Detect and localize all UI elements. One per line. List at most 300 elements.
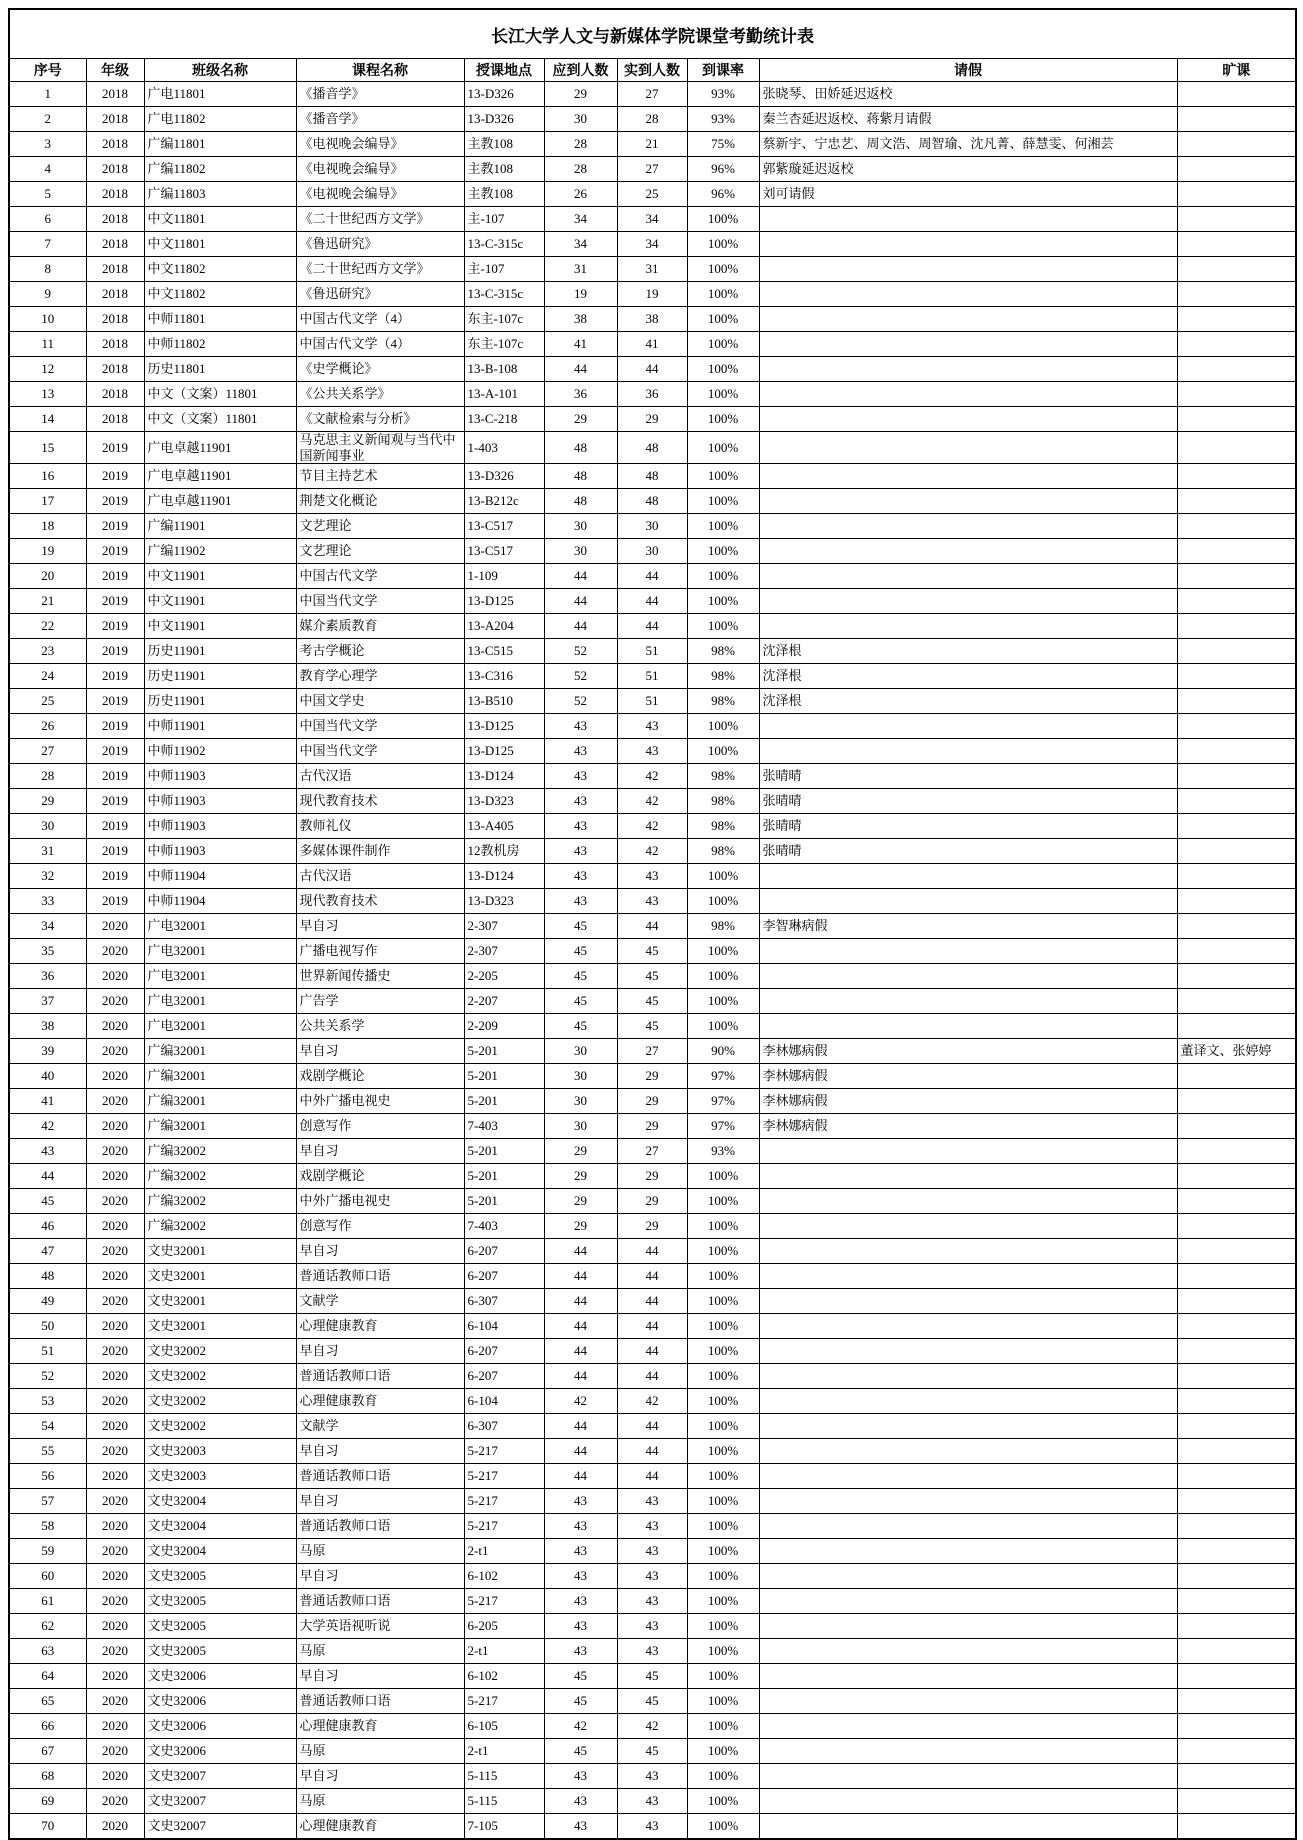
cell-absent — [1177, 1164, 1296, 1189]
cell-attendance-rate: 100% — [687, 282, 759, 307]
cell-attendance-rate: 100% — [687, 1739, 759, 1764]
table-row — [9, 1664, 1296, 1689]
cell-grade: 2020 — [86, 1064, 144, 1089]
cell-course-name: 马原 — [296, 1789, 464, 1814]
cell-course-name: 多媒体课件制作 — [296, 839, 464, 864]
cell-attendance-rate: 100% — [687, 1439, 759, 1464]
cell-course-name: 马原 — [296, 1639, 464, 1664]
cell-location: 5-201 — [464, 1089, 544, 1114]
cell-course-name: 现代教育技术 — [296, 789, 464, 814]
cell-absent — [1177, 207, 1296, 232]
cell-leave — [759, 1614, 1177, 1639]
cell-absent — [1177, 307, 1296, 332]
cell-course-name: 普通话教师口语 — [296, 1364, 464, 1389]
cell-grade: 2020 — [86, 939, 144, 964]
cell-grade: 2020 — [86, 1589, 144, 1614]
cell-index: 38 — [9, 1014, 86, 1039]
cell-location: 5-115 — [464, 1789, 544, 1814]
cell-course-name: 中国当代文学 — [296, 714, 464, 739]
cell-grade: 2020 — [86, 1364, 144, 1389]
table-row — [9, 232, 1296, 257]
cell-attendance-rate: 97% — [687, 1089, 759, 1114]
cell-class-name: 文史32005 — [144, 1589, 296, 1614]
cell-course-name: 普通话教师口语 — [296, 1589, 464, 1614]
cell-location: 13-A-101 — [464, 382, 544, 407]
column-header-leave: 请假 — [759, 59, 1177, 82]
table-row — [9, 1014, 1296, 1039]
cell-actual-count: 42 — [617, 839, 687, 864]
cell-location: 6-207 — [464, 1339, 544, 1364]
cell-actual-count: 43 — [617, 1514, 687, 1539]
cell-actual-count: 43 — [617, 1564, 687, 1589]
cell-leave — [759, 1714, 1177, 1739]
cell-attendance-rate: 100% — [687, 1239, 759, 1264]
cell-actual-count: 29 — [617, 1164, 687, 1189]
cell-index: 46 — [9, 1214, 86, 1239]
cell-index: 24 — [9, 664, 86, 689]
cell-expected-count: 28 — [544, 132, 617, 157]
cell-location: 5-217 — [464, 1589, 544, 1614]
cell-class-name: 文史32004 — [144, 1489, 296, 1514]
cell-class-name: 广电32001 — [144, 1014, 296, 1039]
cell-index: 3 — [9, 132, 86, 157]
cell-grade: 2019 — [86, 789, 144, 814]
cell-actual-count: 27 — [617, 1039, 687, 1064]
cell-grade: 2019 — [86, 814, 144, 839]
cell-absent — [1177, 1214, 1296, 1239]
table-row — [9, 157, 1296, 182]
cell-leave — [759, 357, 1177, 382]
cell-course-name: 现代教育技术 — [296, 889, 464, 914]
cell-index: 53 — [9, 1389, 86, 1414]
cell-leave — [759, 464, 1177, 489]
cell-class-name: 广编32001 — [144, 1089, 296, 1114]
cell-index: 13 — [9, 382, 86, 407]
cell-grade: 2018 — [86, 232, 144, 257]
cell-index: 12 — [9, 357, 86, 382]
cell-class-name: 中文11901 — [144, 564, 296, 589]
cell-index: 29 — [9, 789, 86, 814]
cell-course-name: 文艺理论 — [296, 539, 464, 564]
cell-absent: 董译文、张婷婷 — [1177, 1039, 1296, 1064]
cell-index: 22 — [9, 614, 86, 639]
cell-course-name: 《文献检索与分析》 — [296, 407, 464, 432]
cell-attendance-rate: 100% — [687, 939, 759, 964]
cell-leave — [759, 489, 1177, 514]
cell-expected-count: 43 — [544, 764, 617, 789]
cell-attendance-rate: 93% — [687, 82, 759, 107]
cell-course-name: 早自习 — [296, 1139, 464, 1164]
cell-course-name: 马克思主义新闻观与当代中国新闻事业 — [296, 432, 464, 464]
cell-course-name: 普通话教师口语 — [296, 1514, 464, 1539]
cell-grade: 2019 — [86, 539, 144, 564]
table-row — [9, 1564, 1296, 1589]
cell-actual-count: 51 — [617, 689, 687, 714]
cell-location: 5-115 — [464, 1764, 544, 1789]
cell-grade: 2019 — [86, 589, 144, 614]
cell-class-name: 广电卓越11901 — [144, 489, 296, 514]
cell-grade: 2020 — [86, 964, 144, 989]
cell-class-name: 文史32006 — [144, 1739, 296, 1764]
cell-leave — [759, 539, 1177, 564]
cell-actual-count: 29 — [617, 1189, 687, 1214]
table-row — [9, 1739, 1296, 1764]
cell-absent — [1177, 1514, 1296, 1539]
cell-course-name: 中国古代文学（4） — [296, 307, 464, 332]
table-row — [9, 1239, 1296, 1264]
cell-course-name: 心理健康教育 — [296, 1714, 464, 1739]
cell-expected-count: 44 — [544, 1364, 617, 1389]
cell-leave — [759, 739, 1177, 764]
cell-actual-count: 29 — [617, 1089, 687, 1114]
cell-location: 13-C517 — [464, 514, 544, 539]
cell-actual-count: 43 — [617, 1639, 687, 1664]
cell-class-name: 文史32002 — [144, 1339, 296, 1364]
cell-absent — [1177, 889, 1296, 914]
cell-course-name: 公共关系学 — [296, 1014, 464, 1039]
cell-grade: 2018 — [86, 332, 144, 357]
cell-grade: 2019 — [86, 614, 144, 639]
cell-grade: 2018 — [86, 407, 144, 432]
cell-grade: 2020 — [86, 1814, 144, 1840]
cell-course-name: 广告学 — [296, 989, 464, 1014]
cell-expected-count: 30 — [544, 1039, 617, 1064]
attendance-report-page — [0, 8, 1303, 1834]
cell-location: 12教机房 — [464, 839, 544, 864]
cell-absent — [1177, 1414, 1296, 1439]
cell-leave — [759, 1389, 1177, 1414]
cell-index: 50 — [9, 1314, 86, 1339]
cell-index: 19 — [9, 539, 86, 564]
cell-class-name: 文史32006 — [144, 1714, 296, 1739]
cell-actual-count: 34 — [617, 207, 687, 232]
cell-expected-count: 44 — [544, 614, 617, 639]
cell-location: 5-217 — [464, 1439, 544, 1464]
cell-grade: 2020 — [86, 1339, 144, 1364]
cell-location: 6-104 — [464, 1389, 544, 1414]
cell-location: 6-207 — [464, 1364, 544, 1389]
cell-actual-count: 48 — [617, 489, 687, 514]
cell-absent — [1177, 1589, 1296, 1614]
table-row — [9, 1789, 1296, 1814]
cell-attendance-rate: 100% — [687, 257, 759, 282]
cell-leave — [759, 1564, 1177, 1589]
cell-index: 27 — [9, 739, 86, 764]
cell-grade: 2018 — [86, 157, 144, 182]
cell-leave — [759, 889, 1177, 914]
cell-grade: 2020 — [86, 1789, 144, 1814]
cell-absent — [1177, 1289, 1296, 1314]
cell-index: 66 — [9, 1714, 86, 1739]
table-row — [9, 1489, 1296, 1514]
cell-actual-count: 45 — [617, 1739, 687, 1764]
cell-attendance-rate: 96% — [687, 182, 759, 207]
column-header-expected-count: 应到人数 — [544, 59, 617, 82]
cell-index: 64 — [9, 1664, 86, 1689]
cell-class-name: 广电11802 — [144, 107, 296, 132]
cell-leave — [759, 1214, 1177, 1239]
cell-leave: 张晴晴 — [759, 814, 1177, 839]
cell-actual-count: 30 — [617, 514, 687, 539]
cell-leave: 郭紫璇延迟返校 — [759, 157, 1177, 182]
cell-expected-count: 43 — [544, 714, 617, 739]
cell-expected-count: 44 — [544, 357, 617, 382]
cell-attendance-rate: 100% — [687, 1264, 759, 1289]
cell-class-name: 中师11901 — [144, 714, 296, 739]
cell-expected-count: 29 — [544, 407, 617, 432]
cell-course-name: 创意写作 — [296, 1214, 464, 1239]
cell-attendance-rate: 100% — [687, 564, 759, 589]
cell-actual-count: 45 — [617, 1014, 687, 1039]
table-row — [9, 464, 1296, 489]
cell-course-name: 早自习 — [296, 1039, 464, 1064]
cell-location: 5-217 — [464, 1689, 544, 1714]
cell-actual-count: 44 — [617, 614, 687, 639]
cell-actual-count: 44 — [617, 1314, 687, 1339]
cell-index: 60 — [9, 1564, 86, 1589]
cell-attendance-rate: 100% — [687, 1214, 759, 1239]
cell-leave — [759, 257, 1177, 282]
cell-grade: 2020 — [86, 1464, 144, 1489]
cell-index: 37 — [9, 989, 86, 1014]
cell-class-name: 文史32001 — [144, 1314, 296, 1339]
cell-location: 7-105 — [464, 1814, 544, 1840]
cell-leave — [759, 1414, 1177, 1439]
cell-grade: 2020 — [86, 1714, 144, 1739]
cell-class-name: 文史32005 — [144, 1614, 296, 1639]
cell-attendance-rate: 100% — [687, 1489, 759, 1514]
cell-absent — [1177, 1739, 1296, 1764]
cell-absent — [1177, 1814, 1296, 1840]
cell-course-name: 马原 — [296, 1539, 464, 1564]
cell-absent — [1177, 1489, 1296, 1514]
cell-class-name: 广编32002 — [144, 1214, 296, 1239]
cell-location: 5-217 — [464, 1489, 544, 1514]
cell-attendance-rate: 100% — [687, 1014, 759, 1039]
cell-location: 2-307 — [464, 914, 544, 939]
cell-class-name: 文史32002 — [144, 1389, 296, 1414]
cell-expected-count: 42 — [544, 1714, 617, 1739]
cell-leave: 刘可请假 — [759, 182, 1177, 207]
cell-course-name: 马原 — [296, 1739, 464, 1764]
cell-course-name: 普通话教师口语 — [296, 1689, 464, 1714]
cell-attendance-rate: 100% — [687, 1314, 759, 1339]
table-row — [9, 332, 1296, 357]
cell-course-name: 教师礼仪 — [296, 814, 464, 839]
cell-leave — [759, 514, 1177, 539]
cell-actual-count: 44 — [617, 564, 687, 589]
cell-course-name: 心理健康教育 — [296, 1389, 464, 1414]
cell-leave — [759, 1239, 1177, 1264]
cell-index: 45 — [9, 1189, 86, 1214]
cell-expected-count: 31 — [544, 257, 617, 282]
cell-grade: 2019 — [86, 664, 144, 689]
cell-index: 21 — [9, 589, 86, 614]
cell-course-name: 《鲁迅研究》 — [296, 232, 464, 257]
cell-leave: 李林娜病假 — [759, 1114, 1177, 1139]
cell-expected-count: 28 — [544, 157, 617, 182]
cell-grade: 2019 — [86, 514, 144, 539]
column-header-location: 授课地点 — [464, 59, 544, 82]
cell-actual-count: 44 — [617, 1439, 687, 1464]
cell-expected-count: 34 — [544, 232, 617, 257]
cell-expected-count: 43 — [544, 1564, 617, 1589]
cell-expected-count: 48 — [544, 464, 617, 489]
cell-grade: 2019 — [86, 639, 144, 664]
cell-attendance-rate: 100% — [687, 539, 759, 564]
cell-location: 6-105 — [464, 1714, 544, 1739]
cell-expected-count: 43 — [544, 1589, 617, 1614]
cell-absent — [1177, 1189, 1296, 1214]
cell-absent — [1177, 1439, 1296, 1464]
cell-class-name: 广编11901 — [144, 514, 296, 539]
cell-grade: 2020 — [86, 1164, 144, 1189]
cell-grade: 2018 — [86, 207, 144, 232]
cell-grade: 2019 — [86, 889, 144, 914]
cell-expected-count: 45 — [544, 1739, 617, 1764]
cell-class-name: 文史32007 — [144, 1764, 296, 1789]
title-row — [9, 9, 1296, 59]
cell-course-name: 心理健康教育 — [296, 1814, 464, 1840]
cell-location: 13-B212c — [464, 489, 544, 514]
cell-location: 13-C-218 — [464, 407, 544, 432]
cell-expected-count: 44 — [544, 1339, 617, 1364]
cell-grade: 2019 — [86, 689, 144, 714]
cell-attendance-rate: 100% — [687, 1714, 759, 1739]
cell-class-name: 文史32002 — [144, 1414, 296, 1439]
cell-course-name: 戏剧学概论 — [296, 1164, 464, 1189]
cell-location: 13-D125 — [464, 589, 544, 614]
cell-class-name: 文史32004 — [144, 1539, 296, 1564]
cell-actual-count: 48 — [617, 432, 687, 464]
cell-absent — [1177, 332, 1296, 357]
cell-attendance-rate: 100% — [687, 1364, 759, 1389]
cell-course-name: 中国文学史 — [296, 689, 464, 714]
cell-leave — [759, 1814, 1177, 1840]
cell-leave — [759, 407, 1177, 432]
cell-class-name: 文史32007 — [144, 1814, 296, 1840]
cell-attendance-rate: 98% — [687, 914, 759, 939]
cell-leave — [759, 282, 1177, 307]
cell-leave — [759, 1264, 1177, 1289]
cell-course-name: 《电视晚会编导》 — [296, 132, 464, 157]
cell-course-name: 考古学概论 — [296, 639, 464, 664]
table-row — [9, 564, 1296, 589]
cell-absent — [1177, 1264, 1296, 1289]
cell-expected-count: 44 — [544, 1314, 617, 1339]
cell-expected-count: 48 — [544, 432, 617, 464]
cell-attendance-rate: 100% — [687, 1589, 759, 1614]
cell-attendance-rate: 100% — [687, 864, 759, 889]
cell-actual-count: 51 — [617, 664, 687, 689]
cell-leave — [759, 1689, 1177, 1714]
cell-location: 5-217 — [464, 1514, 544, 1539]
cell-class-name: 历史11801 — [144, 357, 296, 382]
cell-grade: 2020 — [86, 1139, 144, 1164]
cell-absent — [1177, 514, 1296, 539]
cell-course-name: 文艺理论 — [296, 514, 464, 539]
cell-attendance-rate: 100% — [687, 1189, 759, 1214]
cell-index: 33 — [9, 889, 86, 914]
cell-course-name: 早自习 — [296, 1239, 464, 1264]
table-row — [9, 107, 1296, 132]
table-row — [9, 864, 1296, 889]
cell-attendance-rate: 100% — [687, 489, 759, 514]
cell-actual-count: 21 — [617, 132, 687, 157]
cell-index: 7 — [9, 232, 86, 257]
cell-absent — [1177, 1064, 1296, 1089]
cell-expected-count: 43 — [544, 1639, 617, 1664]
cell-absent — [1177, 1664, 1296, 1689]
cell-index: 63 — [9, 1639, 86, 1664]
cell-location: 13-D326 — [464, 464, 544, 489]
cell-absent — [1177, 689, 1296, 714]
cell-course-name: 《公共关系学》 — [296, 382, 464, 407]
cell-leave: 张晴晴 — [759, 764, 1177, 789]
cell-location: 主教108 — [464, 157, 544, 182]
table-row — [9, 1814, 1296, 1840]
cell-index: 28 — [9, 764, 86, 789]
cell-absent — [1177, 464, 1296, 489]
cell-class-name: 文史32006 — [144, 1664, 296, 1689]
cell-absent — [1177, 1239, 1296, 1264]
table-row — [9, 1464, 1296, 1489]
cell-course-name: 大学英语视听说 — [296, 1614, 464, 1639]
cell-course-name: 早自习 — [296, 1564, 464, 1589]
cell-leave: 沈泽根 — [759, 639, 1177, 664]
cell-course-name: 荆楚文化概论 — [296, 489, 464, 514]
table-row — [9, 307, 1296, 332]
cell-attendance-rate: 98% — [687, 839, 759, 864]
cell-attendance-rate: 100% — [687, 889, 759, 914]
cell-absent — [1177, 489, 1296, 514]
table-row — [9, 664, 1296, 689]
cell-actual-count: 43 — [617, 1764, 687, 1789]
cell-expected-count: 43 — [544, 1489, 617, 1514]
cell-expected-count: 44 — [544, 1414, 617, 1439]
column-header-index: 序号 — [9, 59, 86, 82]
table-row — [9, 1764, 1296, 1789]
table-row — [9, 1064, 1296, 1089]
cell-attendance-rate: 100% — [687, 357, 759, 382]
cell-leave — [759, 1364, 1177, 1389]
cell-class-name: 广电11801 — [144, 82, 296, 107]
column-header-course-name: 课程名称 — [296, 59, 464, 82]
cell-location: 2-t1 — [464, 1539, 544, 1564]
cell-leave — [759, 1139, 1177, 1164]
cell-index: 36 — [9, 964, 86, 989]
cell-attendance-rate: 100% — [687, 739, 759, 764]
cell-absent — [1177, 639, 1296, 664]
table-row — [9, 1589, 1296, 1614]
cell-grade: 2020 — [86, 1514, 144, 1539]
cell-class-name: 中师11904 — [144, 864, 296, 889]
table-row — [9, 357, 1296, 382]
cell-absent — [1177, 1614, 1296, 1639]
cell-index: 32 — [9, 864, 86, 889]
cell-grade: 2019 — [86, 839, 144, 864]
cell-location: 5-201 — [464, 1189, 544, 1214]
cell-actual-count: 28 — [617, 107, 687, 132]
cell-course-name: 《电视晚会编导》 — [296, 182, 464, 207]
cell-location: 主-107 — [464, 207, 544, 232]
cell-location: 13-D124 — [464, 864, 544, 889]
cell-attendance-rate: 96% — [687, 157, 759, 182]
cell-index: 58 — [9, 1514, 86, 1539]
cell-actual-count: 27 — [617, 82, 687, 107]
cell-actual-count: 44 — [617, 1264, 687, 1289]
cell-grade: 2018 — [86, 132, 144, 157]
